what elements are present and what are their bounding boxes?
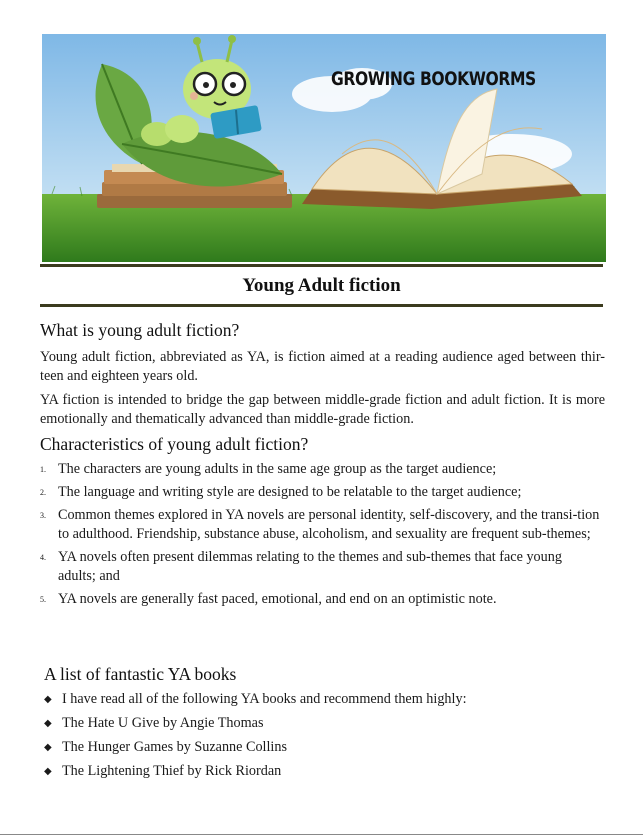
divider-top: [40, 264, 603, 267]
list-item: [44, 690, 604, 709]
list-item-text: The Lightening Thief by Rick Riordan: [62, 763, 282, 779]
list-item-text: The characters are young adults in the same age group as the target audience;: [58, 461, 497, 477]
page-title: Young Adult fiction: [242, 275, 401, 296]
list-item-text: YA novels often present dilemmas relating to the themes and sub-themes that face young adults; and: [58, 549, 562, 584]
book-list: [44, 690, 604, 786]
list-item-text: The Hate U Give by Angie Thomas: [62, 715, 264, 731]
list-item: [44, 738, 604, 757]
list-item: [40, 460, 600, 479]
diamond-bullet-icon: ◆: [44, 718, 52, 729]
list-item: [44, 762, 604, 781]
characteristics-list: [40, 460, 600, 613]
diamond-bullet-icon: ◆: [44, 742, 52, 753]
list-number: 1.: [40, 465, 46, 474]
diamond-bullet-icon: ◆: [44, 766, 52, 777]
diamond-bullet-icon: ◆: [44, 694, 52, 705]
list-item-text: YA novels are generally fast paced, emotional, and end on an optimistic note.: [58, 591, 497, 607]
list-item-text: The Hunger Games by Suzanne Collins: [62, 739, 287, 755]
list-item: [44, 714, 604, 733]
list-number: 5.: [40, 595, 46, 604]
list-item: [40, 590, 600, 609]
list-item-text: Common themes explored in YA novels are personal identity, self-discovery, and the transi-tion to adulthood. Friendship, substance abuse, alcoholism, and sexuality are frequent sub-themes;: [58, 507, 600, 542]
list-item: [40, 548, 600, 586]
paragraph-purpose: YA fiction is intended to bridge the gap between middle-grade fiction and adult fiction. It is more emotionally and thematically advanced than middle-grade fiction.: [40, 392, 605, 427]
list-number: 3.: [40, 511, 46, 520]
list-item-text: The language and writing style are designed to be relatable to the target audience;: [58, 484, 522, 500]
divider-bottom: [40, 304, 603, 307]
list-number: 2.: [40, 488, 46, 497]
section-heading-book-list: A list of fantastic YA books: [44, 664, 237, 684]
page-bottom-edge: [0, 834, 643, 835]
banner-title: GROWING BOOKWORMS: [331, 68, 536, 90]
list-item-text: I have read all of the following YA books and recommend them highly:: [62, 691, 467, 707]
banner-image: [42, 34, 606, 262]
list-item: [40, 506, 600, 544]
list-number: 4.: [40, 553, 46, 562]
paragraph-definition: Young adult fiction, abbreviated as YA, is fiction aimed at a reading audience aged between thir-teen and eighteen years old.: [40, 349, 605, 384]
list-item: [40, 483, 600, 502]
section-heading-what-is: What is young adult fiction?: [40, 320, 240, 340]
section-heading-characteristics: Characteristics of young adult fiction?: [40, 434, 309, 454]
